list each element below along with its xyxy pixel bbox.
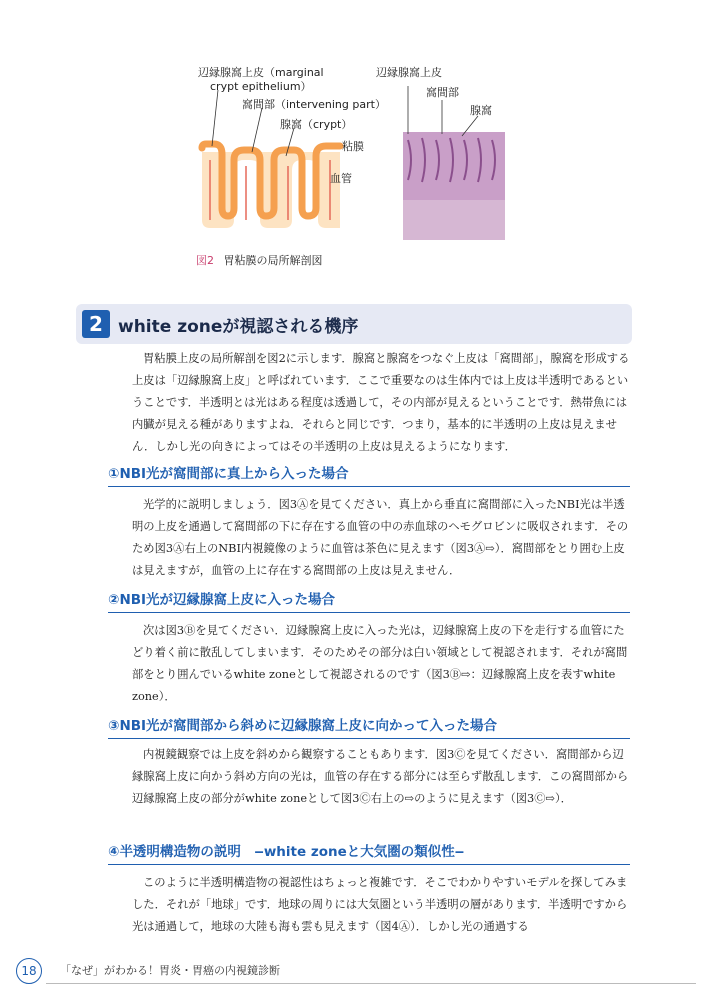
label-intervening: 窩間部（intervening part） [242,98,386,111]
subsection-2-num: ② [108,592,120,608]
label-micro-intervening: 窩間部 [426,86,459,99]
paragraph-3: 内視鏡観察では上皮を斜めから観察することもあります．図3Ⓒを見てください．窩間部から辺縁腺窩上皮に向かう斜め方向の光は，血管の存在する部分には至らず散乱します．この窩間部から辺縁腺窩上皮の部分がwhite zoneとして図3Ⓒ右上の⇨のように見えます（図3Ⓒ⇨）． [132,748,629,805]
subsection-2-title: NBI光が辺縁腺窩上皮に入った場合 [119,592,336,608]
label-crypt: 腺窩（crypt） [280,118,353,131]
subsection-4-title: 半透明構造物の説明 ‒white zoneと大気圏の類似性‒ [119,844,465,860]
subsection-1-title: NBI光が窩間部に真上から入った場合 [119,466,349,482]
figure-2 [190,60,520,270]
paragraph-4: このように半透明構造物の視認性はちょっと複雑です．そこでわかりやすいモデルを探してみました．それが「地球」です．地球の周りには大気圏という半透明の層があります．半透明ですから光は通過して，地球の大陸も海も雲も見えます（図4Ⓐ）．しかし光の通過する [132,876,628,933]
subsection-3-num: ③ [108,718,120,734]
subsection-3-title: NBI光が窩間部から斜めに辺縁腺窩上皮に向かって入った場合 [119,718,498,734]
label-marginal-2: crypt epithelium） [210,80,312,93]
label-marginal: 辺縁腺窩上皮（marginal [198,66,324,79]
caption-number: 図2 [196,254,214,267]
label-vessel: 血管 [330,172,352,185]
subsection-4 [108,840,630,865]
page-footer [16,958,696,984]
label-micro-marginal: 辺縁腺窩上皮 [376,66,442,79]
label-micro-crypt: 腺窩 [470,104,492,117]
subsection-4-num: ④ [108,844,120,860]
paragraph-2: 次は図3Ⓑを見てください．辺縁腺窩上皮に入った光は，辺縁腺窩上皮の下を走行する血管にたどり着く前に散乱してしまいます．そのためその部分は白い領域として視認されます．それが窩間部をとり囲んでいるwhite zoneとして視認されるのです（図3Ⓑ⇨：辺縁腺窩上皮を表すwhite zone）． [132,624,628,703]
caption-text: 胃粘膜の局所解剖図 [223,254,323,267]
page-number: 18 [16,958,42,984]
label-mucosa: 粘膜 [342,140,364,153]
subsection-1-num: ① [108,466,120,482]
footer-rule [46,983,696,984]
subsection-3 [108,714,630,739]
paragraph-intro: 胃粘膜上皮の局所解剖を図2に示します．腺窩と腺窩をつなぐ上皮は「窩間部」，腺窩を形成する上皮は「辺縁腺窩上皮」と呼ばれています．ここで重要なのは生体内では上皮は半透明であるということです．半透明とは光はある程度は透過して，その内部が見えるということです．熱帯魚には内臓が見える種がありますよね．それらと同じです．つまり，基本的に半透明の上皮は見えません．しかし光の向きによってはその半透明の上皮は見えるようになります． [132,352,630,453]
section-title: white zoneが視認される機序 [118,317,359,337]
subsection-1 [108,462,630,487]
subsection-2 [108,588,630,613]
book-title: 「なぜ」がわかる！胃炎・胃癌の内視鏡診断 [60,964,280,977]
paragraph-1: 光学的に説明しましょう．図3Ⓐを見てください．真上から垂直に窩間部に入ったNBI光は半透明の上皮を通過して窩間部の下に存在する血管の中の赤血球のヘモグロビンに吸収されます．そのため図3Ⓐ右上のNBI内視鏡像のように血管は茶色に見えます（図3Ⓐ⇨）．窩間部をとり囲む上皮は見えますが，血管の上に存在する窩間部の上皮は見えません． [132,498,629,577]
figure-caption [196,252,323,268]
section-number: 2 [82,310,110,338]
